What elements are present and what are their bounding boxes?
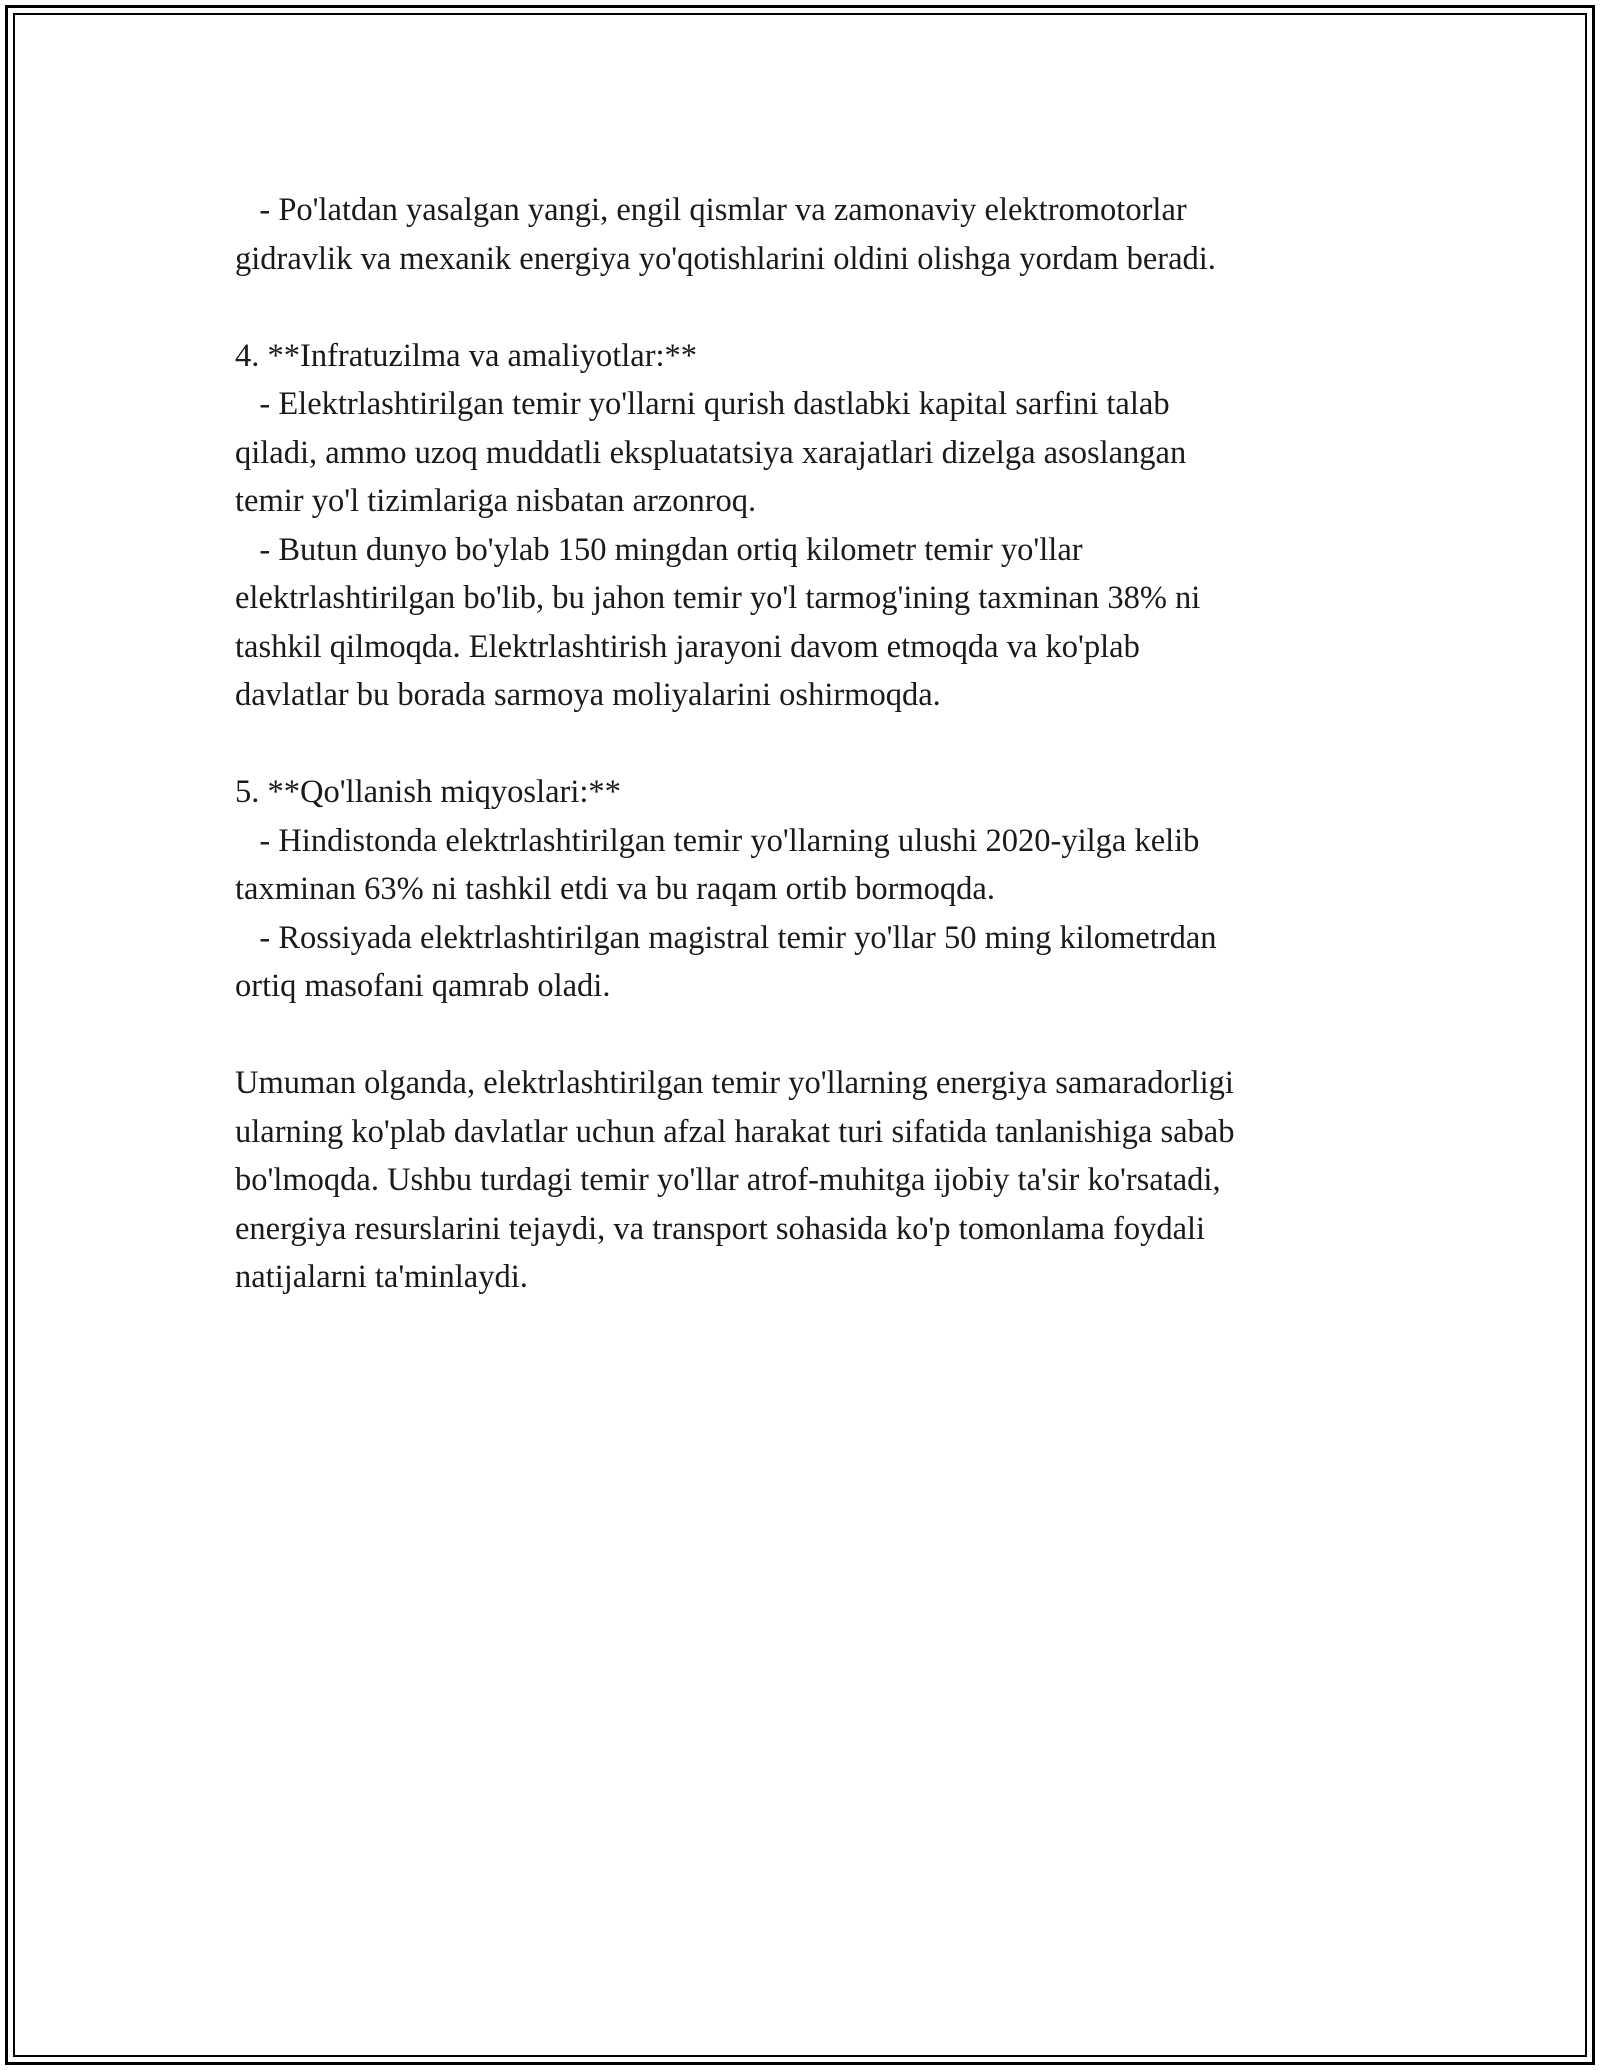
text-line: Umuman olganda, elektrlashtirilgan temir yo'llarning energiya samaradorligi <box>235 1065 1234 1101</box>
text-line: gidravlik va mexanik energiya yo'qotishlarini oldini olishga yordam beradi. <box>235 240 1216 277</box>
blank-line <box>235 283 1395 332</box>
bullet-world-network <box>235 526 1395 720</box>
document-body <box>235 186 1395 1302</box>
text-line: - Hindistonda elektrlashtirilgan temir yo'llarning ulushi 2020-yilga kelib <box>235 822 1200 859</box>
section-heading: 4. **Infratuzilma va amaliyotlar:** <box>235 337 698 374</box>
blank-line <box>235 1011 1395 1060</box>
text-line: - Butun dunyo bo'ylab 150 mingdan ortiq kilometr temir yo'llar <box>235 531 1083 568</box>
text-line: - Rossiyada elektrlashtirilgan magistral temir yo'llar 50 ming kilometrdan <box>235 919 1217 956</box>
text-line: taxminan 63% ni tashkil etdi va bu raqam ortib bormoqda. <box>235 871 995 907</box>
text-line: qiladi, ammo uzoq muddatli ekspluatatsiya xarajatlari dizelga asoslangan <box>235 434 1187 471</box>
text-line: elektrlashtirilgan bo'lib, bu jahon temir yo'l tarmog'ining taxminan 38% ni <box>235 580 1201 616</box>
text-line: davlatlar bu borada sarmoya moliyalarini oshirmoqda. <box>235 677 941 713</box>
heading-infrastructure <box>235 332 1395 381</box>
text-line: ortiq masofani qamrab oladi. <box>235 968 611 1004</box>
text-line: bo'lmoqda. Ushbu turdagi temir yo'llar atrof-muhitga ijobiy ta'sir ko'rsatadi, <box>235 1162 1221 1198</box>
text-line: temir yo'l tizimlariga nisbatan arzonroq. <box>235 483 757 519</box>
text-line: natijalarni ta'minlaydi. <box>235 1259 528 1295</box>
section-heading: 5. **Qo'llanish miqyoslari:** <box>235 774 621 810</box>
bullet-russia <box>235 914 1395 1011</box>
text-line: - Po'latdan yasalgan yangi, engil qismlar va zamonaviy elektromotorlar <box>235 192 1187 228</box>
text-line: - Elektrlashtirilgan temir yo'llarni qurish dastlabki kapital sarfini talab <box>235 386 1170 422</box>
bullet-india <box>235 817 1395 914</box>
heading-scale <box>235 768 1395 817</box>
blank-line <box>235 720 1395 769</box>
conclusion-paragraph <box>235 1059 1395 1302</box>
text-line: energiya resurslarini tejaydi, va transport sohasida ko'p tomonlama foydali <box>235 1210 1206 1247</box>
text-line: ularning ko'plab davlatlar uchun afzal harakat turi sifatida tanlanishiga sabab <box>235 1113 1235 1150</box>
bullet-energy-loss <box>235 186 1395 283</box>
bullet-capital-cost <box>235 380 1395 526</box>
text-line: tashkil qilmoqda. Elektrlashtirish jarayoni davom etmoqda va ko'plab <box>235 628 1140 665</box>
